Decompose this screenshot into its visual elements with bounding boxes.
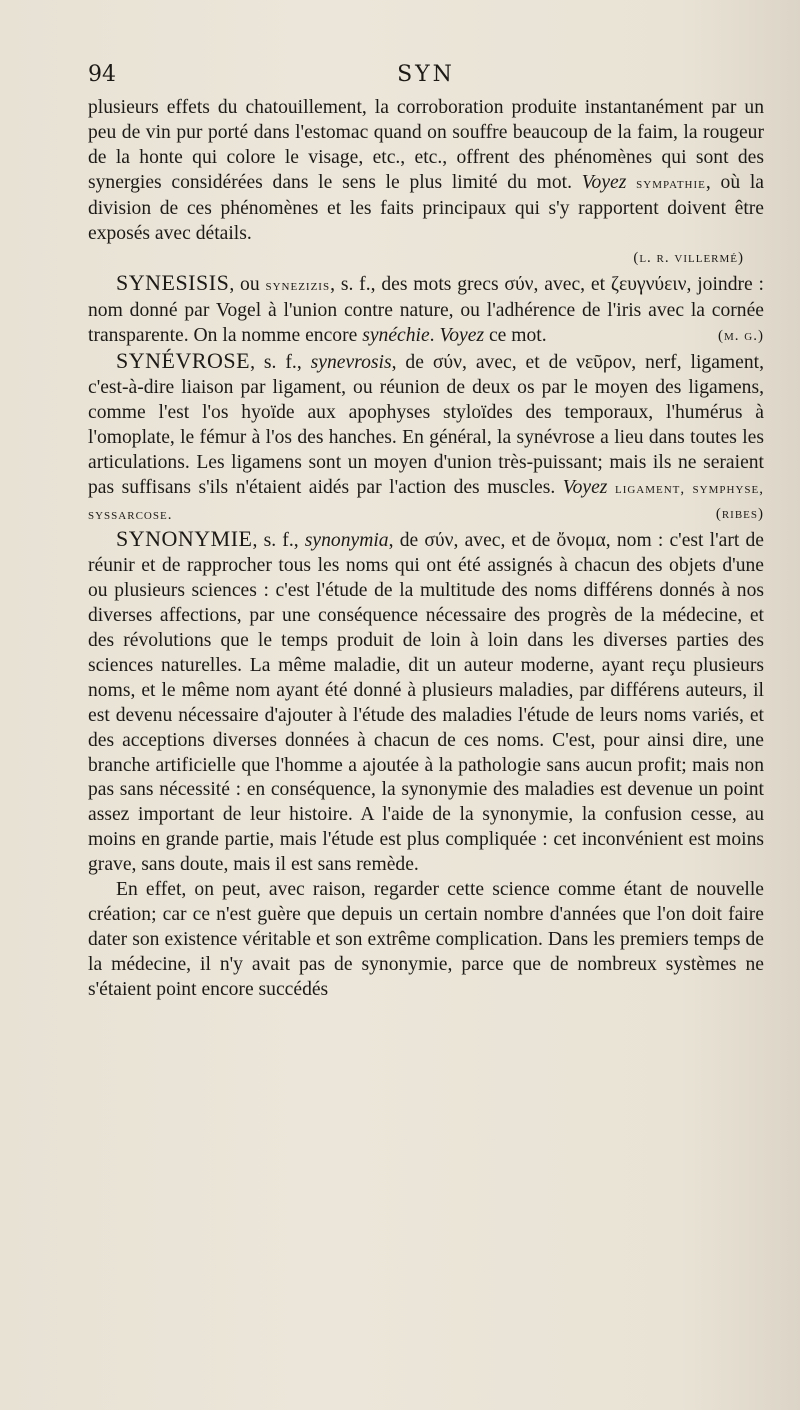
paragraph-synergie-end: plusieurs effets du chatouillement, la corroboration produite instantanément par un peu de vin pur porté dans l'estomac quand on souffre beaucoup de la faim, la rougeur de la honte qui colore le visage, etc., etc., offrent des phénomènes qui sont des synergies considérées dans le sens le plus limité du mot. Voyez sympathie, où la division de ces phénomènes et les faits principaux qui s'y rapportent doivent être exposés avec détails. (88, 97, 764, 244)
voyez: Voyez (562, 476, 608, 498)
author-signature: (l. r. villermé) (633, 250, 744, 267)
voyez: Voyez (439, 325, 485, 347)
page-number: 94 (88, 62, 116, 87)
headword: SYNÉVROSE (116, 348, 251, 374)
italic-term: synevrosis (310, 352, 392, 374)
headword: SYNONYMIE (116, 526, 253, 552)
italic-term: synonymia (304, 530, 389, 552)
entry-synonymie: SYNONYMIE, s. f., synonymia, de σύν, avec, et de ὄνομα, nom : c'est l'art de réunir et de rapprocher tous les noms qui ont été assignés à chacun des objets d'une ou plusieurs sciences : c'est l'étude de la multitude des noms différens donnés à nos diverses affections, par une conséquence nécessaire des progrès de la médecine, et des révolutions que le temps produit de loin à loin dans les diverses parties des sciences naturelles. La même maladie, dit un auteur moderne, ayant reçu plusieurs noms, et le même nom ayant été donné à plusieurs maladies, par différens auteurs, il est devenu nécessaire d'ajouter à l'étude des maladies l'étude de leurs noms variés, et des acceptions diverses données à chacun de ces noms. C'est, pour ainsi dire, une branche artificielle que l'homme a ajoutée à la pathologie sans aucun profit; mais non pas sans nécessité : en conséquence, la synonymie des maladies est devenue un point assez important de leur histoire. A l'aide de la synonymie, la confusion cesse, au moins en grande partie, mais l'étude est plus compliquée : cet inconvénient est moins grave, sans doute, mais il est sans remède. (88, 526, 764, 876)
italic-term: synéchie (362, 325, 430, 347)
paragraph-en-effet: En effet, on peut, avec raison, regarder cette science comme étant de nouvelle création; car ce n'est guère que depuis un certain nombre d'années que l'on doit faire dater son existence véritable et son extrême complication. Dans les premiers temps de la médecine, il n'y avait pas de synonymie, parce que de nombreux systèmes ne s'étaient point encore succédés (88, 879, 764, 1000)
variant-term: synezizis (265, 278, 331, 295)
headword: SYNESISIS (116, 270, 230, 296)
running-head: SYN (397, 62, 455, 87)
voyez: Voyez (581, 171, 627, 193)
page-header (88, 62, 764, 92)
cross-reference: sympathie (636, 175, 706, 192)
author-signature: (m. g.) (718, 328, 764, 345)
author-signature: (ribes) (715, 505, 764, 522)
entry-synevrose: SYNÉVROSE, s. f., synevrosis, de σύν, avec, et de νεῦρον, nerf, ligament, c'est-à-dire liaison par ligament, ou réunion de deux os par le moyen des ligamens, comme l'est l'os hyoïde aux apophyses styloïdes des temporaux, l'humérus à l'omoplate, le fémur à l'os des hanches. En général, la synévrose a lieu dans toutes les articulations. Les ligamens sont un moyen d'union très-puissant; mais ils ne seraient pas suffisans s'ils n'étaient aidés par l'action des muscles. Voyez ligament, symphyse, syssarcose. (ribes) (88, 349, 764, 527)
page-body (88, 96, 764, 1003)
entry-synesisis: SYNESISIS, ou synezizis, s. f., des mots grecs σύν, avec, et ζευγνύειν, joindre : nom donné par Vogel à l'union contre nature, ou l'adhérence de l'iris avec la cornée transparente. On la nomme encore synéchie. Voyez ce mot. (m. g.) (88, 271, 764, 349)
cross-reference: ligament, symphyse, syssarcose. (88, 480, 764, 523)
